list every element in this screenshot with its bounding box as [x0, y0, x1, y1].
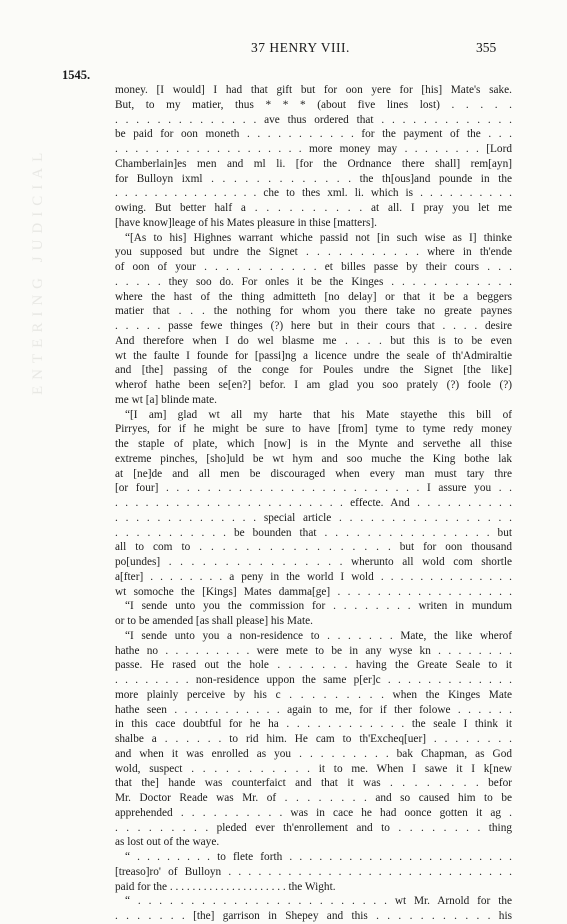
text-line: wherof hathe been se[en?] befor. I am glad you soo prately (?) foole (?) [115, 379, 512, 391]
text-line: more plainly perceive by his c . . . . . . . . . when the Kinges Mate [115, 688, 512, 701]
text-line: as lost out of the waye. [115, 836, 220, 849]
text-line: “I sende unto you the commission for . . . . . . . . writen in mundum [125, 600, 512, 613]
text-line: the staple of plate, which [now] is in the Mynte and servethe all thise [115, 438, 512, 450]
text-line: “ . . . . . . . . . . . . . . . . . . . . . . . . wt Mr. Arnold for the [125, 895, 512, 908]
text-line: [have know]leage of his Mates pleasure in thise [matters]. [115, 216, 377, 229]
text-line: extreme pinches, [sho]uld be wt hym and soo muche the King bothe lak [115, 452, 512, 465]
text-line: . . . . . . . . . . . be bounden that . . . . . . . . . . . . . . . . but [115, 526, 512, 539]
page-header [0, 40, 567, 56]
text-line: But, to my matier, thus * * * (about five lines lost) . . . . . [115, 98, 512, 111]
text-line: . . . . . . . . . . . . . . . . . . . more money may . . . . . . . . [Lord [115, 143, 512, 155]
text-line: of oon of your . . . . . . . . . . . et billes passe by their cours . . . [115, 261, 512, 273]
text-line: where the hast of the thing admitteth [no delay] or that it be a beggers [115, 290, 512, 303]
text-line: paid for the . . . . . . . . . . . . . . . . . . . . . the Wight. [115, 880, 336, 893]
text-line: in this cace doubtful for he ha . . . . . . . . . . . . the seale I think it [115, 718, 512, 731]
text-line: that the] hande was counterfaict and that it was . . . . . . . . befor [115, 777, 512, 790]
text-line: . . . . . . . . non-residence uppon the same p[er]c . . . . . . . . . . . . . [115, 674, 512, 686]
text-line: And therefore when I do wel blasme me . . . . but this is to be even [115, 334, 512, 347]
text-line: Chamberlain]es men and ml li. [for the Ordnance there shall] rem[ayn] [115, 157, 512, 170]
text-line: money. [I would] I had that gift but for oon yere for [his] Mate's sake. [115, 84, 512, 96]
text-line: me wt [a] blinde mate. [115, 393, 217, 406]
running-title: 37 HENRY VIII. [251, 40, 350, 55]
text-line: hathe seen . . . . . . . . . . . again to me, for if ther folowe . . . . . . [115, 703, 512, 716]
text-line: Pirryes, for if he might be sure to have [from] tyme to tyme redy money [115, 423, 512, 436]
text-line: . . . . . . . [the] garrison in Shepey and this . . . . . . . . . . . his [115, 910, 512, 922]
text-line: you supposed but undre the Signet . . . . . . . . . . . where in th'ende [115, 246, 512, 259]
text-line: . . . . . . . . . . . . . . . che to thes xml. li. which is . . . . . . . . . . [115, 187, 512, 200]
text-line: a[fter] . . . . . . . . a peny in the world I wold . . . . . . . . . . . . . . [115, 570, 512, 583]
page-number: 355 [476, 40, 497, 55]
text-line: and [the] passing of the conge for Poules undre the Signet [the like] [115, 364, 512, 377]
text-line: “I sende unto you a non-residence to . . . . . . . Mate, the like wherof [125, 629, 512, 642]
text-line: owing. But better half a . . . . . . . . . . at all. I pray you let me [115, 202, 512, 214]
text-line: . . . . . . . . . . . . . . ave thus ordered that . . . . . . . . . . . . . [115, 113, 512, 126]
text-line: matier that . . . the nothing for whom you there take no greate paynes [115, 305, 512, 318]
text-line: shalbe a . . . . . . to rid him. He cam to th'Excheq[uer] . . . . . . . . [115, 733, 512, 745]
text-line: wt the faulte I founde for [passi]ng a licence undre the seale of th'Admiraltie [115, 349, 512, 362]
year-marginal: 1545. [62, 68, 91, 82]
text-line: “[I am] glad wt all my harte that his Mate stayethe this bill of [125, 408, 512, 421]
text-line: apprehended . . . . . . . . . . was in cace he had oonce gotten it ag . [115, 806, 512, 819]
text-line: at [ne]de and all men be discouraged when every man must tary thre [115, 467, 512, 480]
text-line: or to be amended [as shall please] his Mate. [115, 615, 313, 627]
text-line: . . . . . they soo do. For onles it be the Kinges . . . . . . . . . . . . [115, 275, 512, 288]
body-text [115, 83, 512, 924]
text-line: hathe no . . . . . . . . . were mete to be in any wyse kn . . . . . . . . [115, 644, 512, 657]
text-line: . . . . . . . . . . . . . . special article . . . . . . . . . . . . . . . . . [115, 511, 512, 524]
text-line: “[As to his] Highnes warrant whiche passid not [in such wise as I] thinke [125, 231, 512, 244]
text-line: for Bulloyn ixml . . . . . . . . . . . . . the th[ous]and pounde in the [115, 172, 512, 185]
text-line: wold, suspect . . . . . . . . . . . it to me. When I sawe it I k[new [115, 762, 512, 775]
text-line: “ . . . . . . . . to flete forth . . . . . . . . . . . . . . . . . . . . . . . [125, 851, 512, 863]
text-line: po[undes] . . . . . . . . . . . . . . . . wherunto all wold com shortle [115, 556, 512, 568]
text-line: . . . . . passe fewe thinges (?) here but in their cours that . . . . desire [115, 320, 512, 332]
watermark: ENTERING JUDICIAL [30, 146, 46, 395]
text-line: [or four] . . . . . . . . . . . . . . . . . . . . . . . . . I assure you . . [115, 482, 512, 495]
text-line: be paid for oon moneth . . . . . . . . . . . for the payment of the . . . [115, 128, 512, 141]
text-line: Mr. Doctor Reade was Mr. of . . . . . . . . and so caused him to be [115, 792, 512, 804]
text-line: and when it was enrolled as you . . . . . . . . . bak Chapman, as God [115, 747, 512, 760]
text-line: [treaso]ro' of Bulloyn . . . . . . . . . . . . . . . . . . . . . . . . . . . . . [115, 865, 512, 878]
text-line: passe. He rased out the hole . . . . . . . having the Greate Seale to it [115, 659, 512, 672]
text-line: . . . . . . . . . pleded ever th'enrollement and to . . . . . . . . thing [115, 821, 512, 834]
text-line: wt somoche the [Kings] Mates damma[ge] . . . . . . . . . . . . . . . . . . [115, 585, 512, 598]
text-line: . . . . . . . . . . . . . . . . . . . . . . . effecte. And . . . . . . . . . . [115, 497, 512, 509]
text-line: all to com to . . . . . . . . . . . . . . . . . but for oon thousand [115, 541, 512, 554]
